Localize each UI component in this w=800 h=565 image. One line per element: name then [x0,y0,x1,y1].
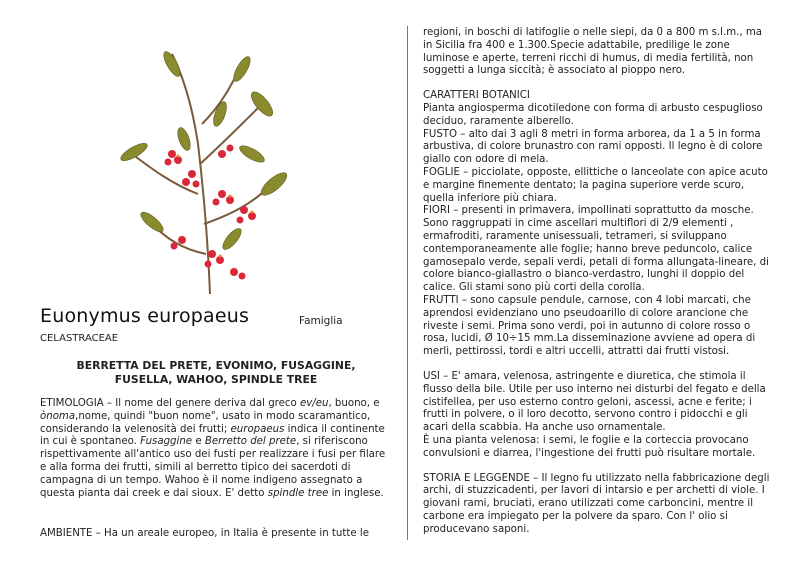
caratteri-title: CARATTERI BOTANICI [423,90,530,102]
ambiente-continued: regioni, in boschi di latifoglie o nelle siepi, da 0 a 800 m s.l.m., ma in Sicilia fra 400 e 1.300.Specie adattabile, predilige le zone luminose e aperte, terreni ricchi di humus, di media fertilità, non soggetti a lunga siccità; è associato al pioppo nero. [423,27,763,77]
plant-illustration [112,44,302,299]
column-divider [407,26,408,540]
caratteri-intro: Pianta angiosperma dicotiledone con forma di arbusto cespuglioso deciduo, raramente alberello. [423,102,763,127]
famiglia-label: Famiglia [299,315,343,327]
etimologia-paragraph: ETIMOLOGIA – Il nome del genere deriva dal greco ev/eu, buono, e ònoma,nome, quindi "buon nome", usato in modo scaramantico, considerando la velenosità dei frutti; europaeus indica il continente in cui è spontaneo. Fusaggine e Berretto del prete, si riferiscono rispettivamente all'antico uso dei fusti per realizzare i fusi per filare e alla forma dei frutti, simili al berretto tipico dei sacerdoti di campagna di un tempo. Wahoo è il nome indigeno assegnato a questa pianta dai creek e dai sioux. E' detto spindle tree in inglese. [40,398,386,499]
plant-leaves [119,49,291,252]
ambiente-paragraph: AMBIENTE – Ha un areale europeo, in Italia è presente in tutte le [40,528,369,539]
velenosa-paragraph: È una pianta velenosa: i semi, le foglie e la corteccia provocano convulsioni e diarrea, l'ingestione dei frutti può risultare mortale. [423,434,756,459]
common-names-line-2: FUSELLA, WAHOO, SPINDLE TREE [114,373,318,386]
right-column [423,27,773,536]
common-names-line-1: BERRETTA DEL PRETE, EVONIMO, FUSAGGINE, [76,359,356,372]
fusto-paragraph: FUSTO – alto dai 3 agli 8 metri in forma arborea, da 1 a 5 in forma arbustiva, di colore brunastro con rami opposti. Il legno è di colore giallo con odore di mela. [423,128,763,166]
usi-paragraph: USI – E' amara, velenosa, astringente e diuretica, che stimola il flusso della bile. Utile per uso interno nei disturbi del fegato e della cistifellea, per uso esterno contro geloni, ascessi, acne e ferite; i frutti in polvere, o il loro decotto, servono contro i pidocchi e gli acari della scabbia. Ha anche uso ornamentale. [423,370,766,434]
species-name: Euonymus europaeus [40,305,250,327]
common-names [40,359,392,387]
fiori-paragraph: FIORI – presenti in primavera, impollinati soprattutto da mosche. Sono raggruppati in cime ascellari multiflori di 2/9 elementi , ermafroditi, raramente unisessuali, tetrameri, si sviluppano contemporaneamente alle foglie; hanno breve peduncolo, calice gamosepalo verde, sepali verdi, petali di forma allungata-lineare, di colore bianco-giallastro o bianco-verdastro, lunghi il doppio del calice. Gli stami sono più corti della corolla. [423,205,769,294]
foglie-paragraph: FOGLIE – picciolate, opposte, ellittiche o lanceolate con apice acuto e margine finemente dentato; la pagina superiore verde scuro, quella inferiore più chiara. [423,166,768,204]
family-name: CELASTRACEAE [40,333,119,344]
plant-stems [132,54,272,294]
plant-berries [165,145,257,280]
frutti-paragraph: FRUTTI – sono capsule pendule, carnose, con 4 lobi marcati, che aprendosi evidenziano uno pseudoarillo di colore arancione che riveste i semi. Prima sono verdi, poi in autunno di colore rosso o rosa, lucidi, Ø 10÷15 mm.La disseminazione avviene ad opera di merli, pettirossi, tordi e altri uccelli, attratti dai frutti vistosi. [423,294,756,358]
storia-paragraph: STORIA E LEGGENDE – Il legno fu utilizzato nella fabbricazione degli archi, di stuzzicadenti, per lavori di intarsio e per archetti di viole. I giovani rami, bruciati, erano utilizzati come carboncini, mentre il carbone era impiegato per la polvere da sparo. Con l' olio si producevano saponi. [423,472,770,535]
plant-seeds [177,155,254,258]
